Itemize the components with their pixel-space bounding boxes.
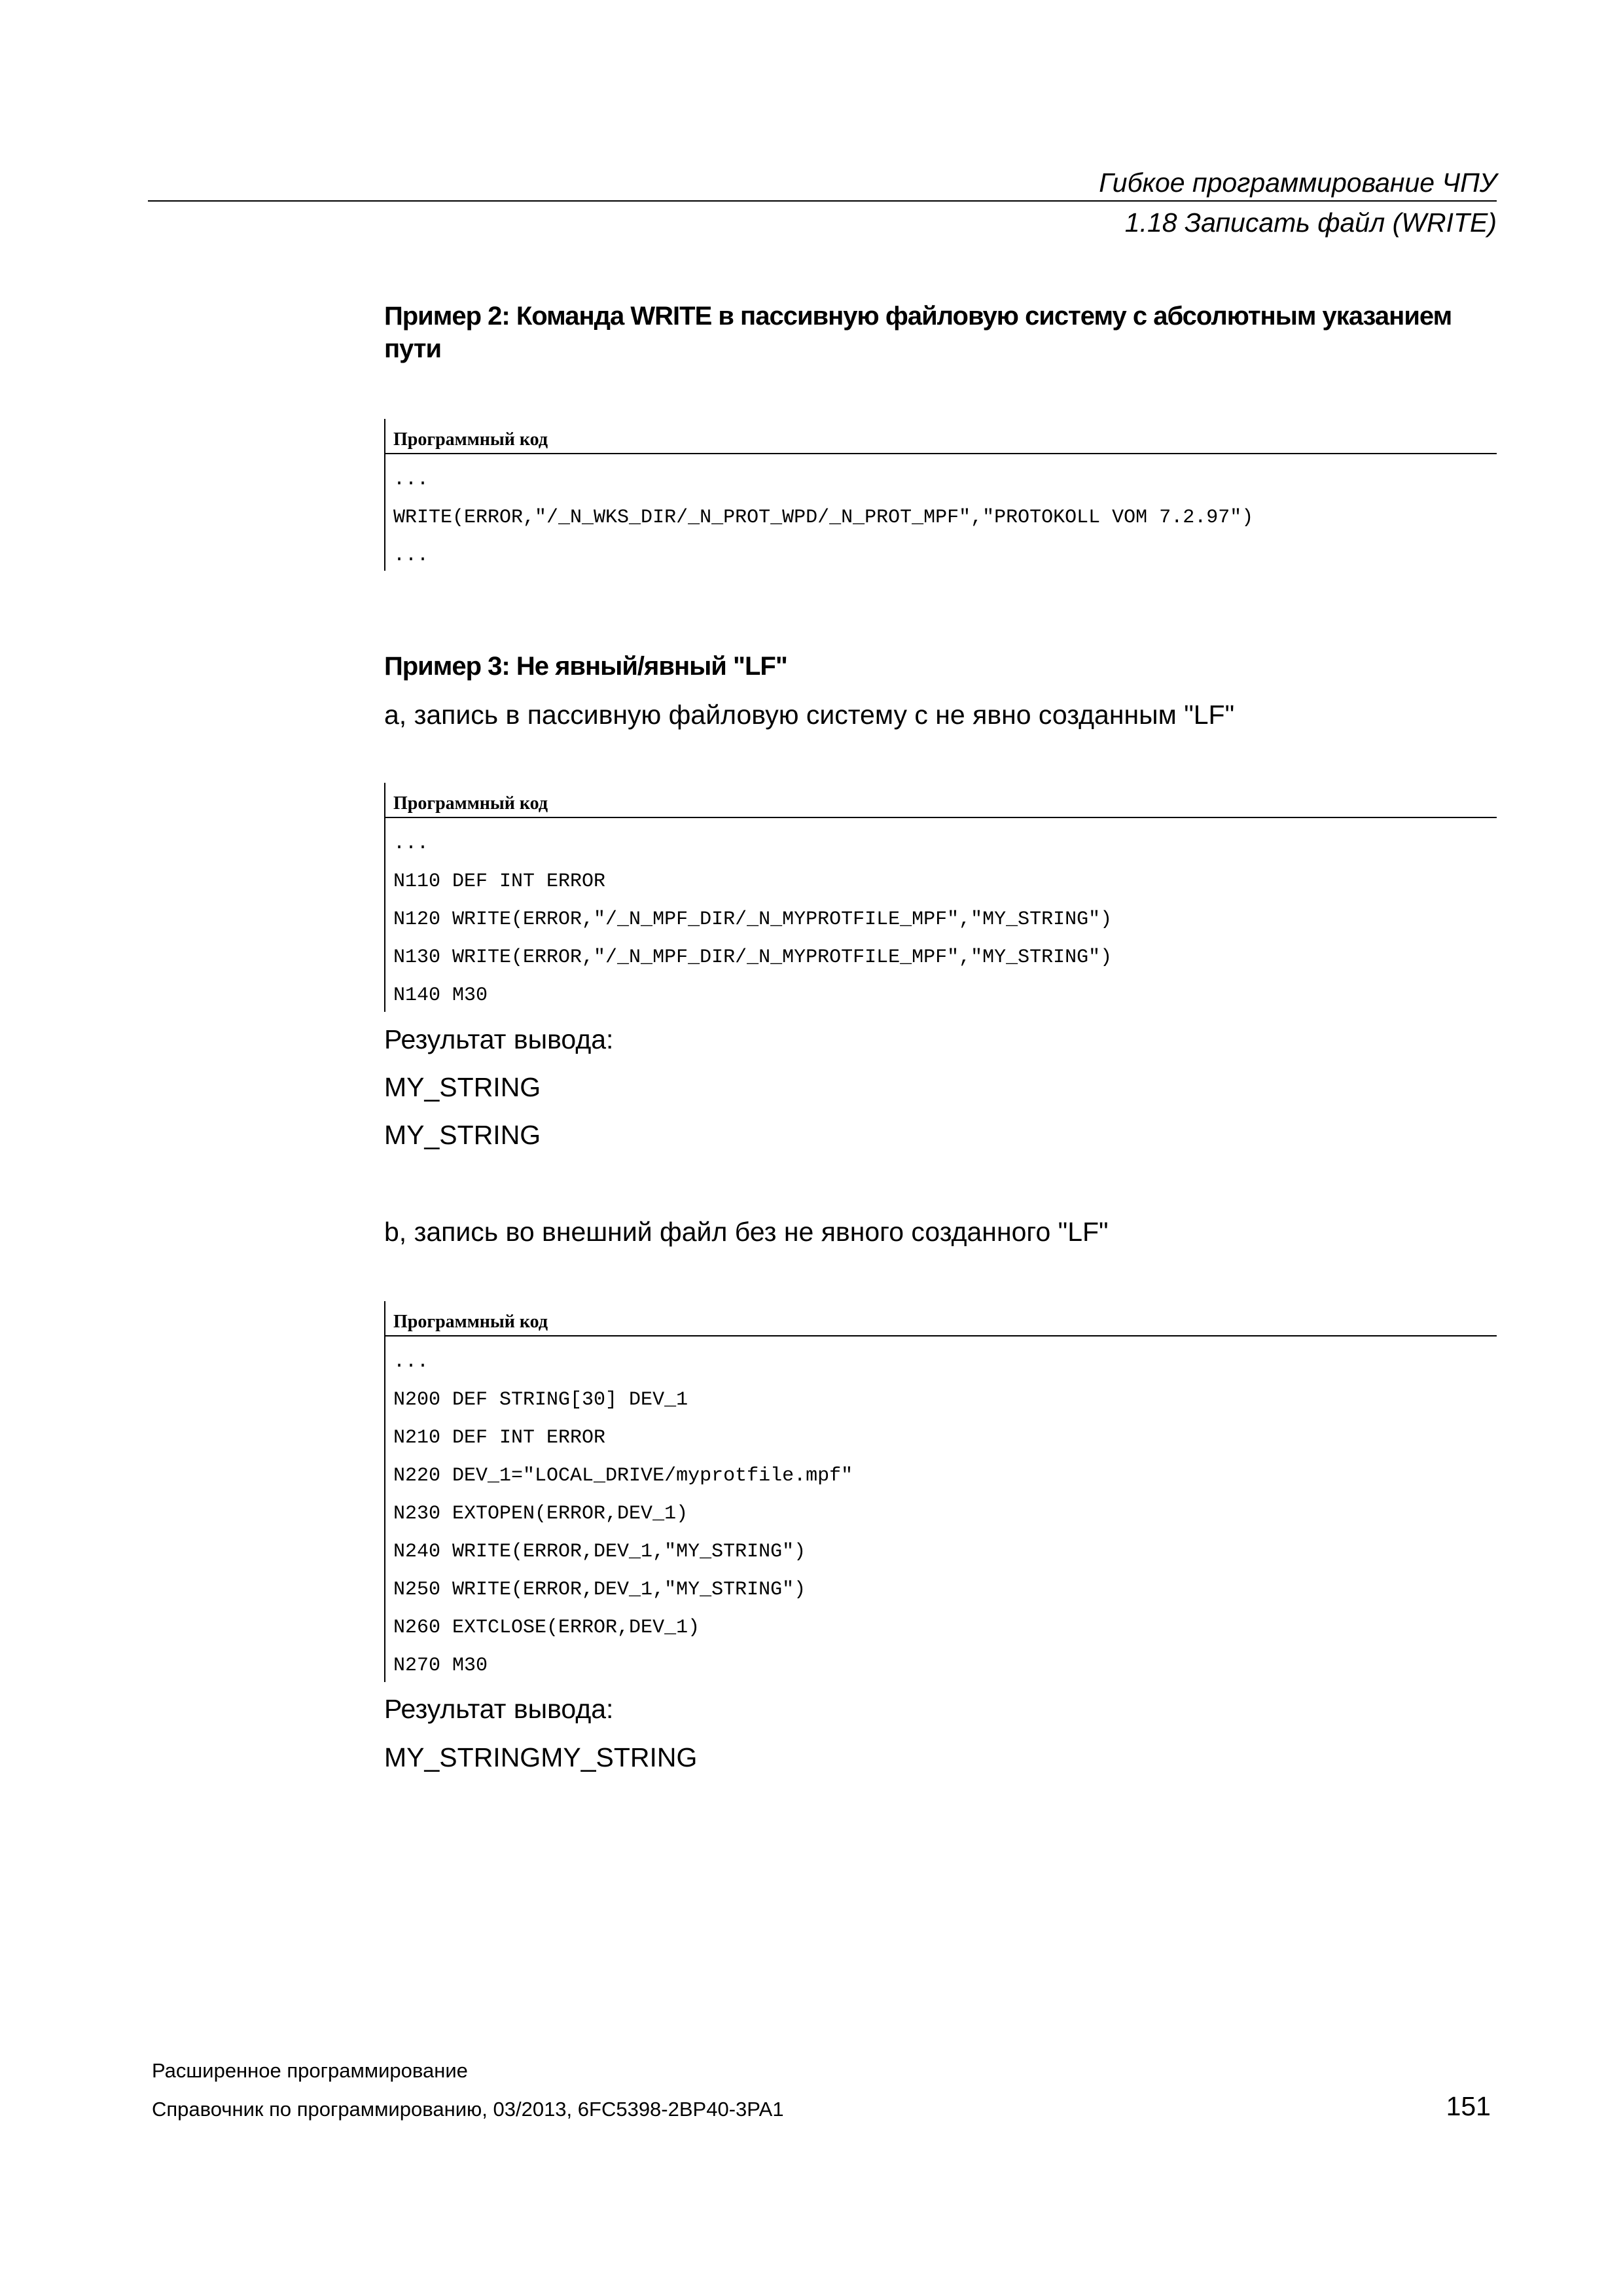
example2-heading: Пример 2: Команда WRITE в пассивную файловую систему с абсолютным указанием пути — [384, 302, 1452, 363]
code-line: N200 DEF STRING[30] DEV_1 — [393, 1389, 688, 1411]
code-line: WRITE(ERROR,"/_N_WKS_DIR/_N_PROT_WPD/_N_PROT_MPF","PROTOKOLL VOM 7.2.97") — [393, 507, 1254, 529]
code-caption-rule — [385, 453, 1497, 454]
code-caption-rule — [385, 817, 1497, 818]
example3b-code-block — [384, 1301, 1497, 1682]
code-caption: Программный код — [393, 1312, 548, 1332]
code-line: ... — [393, 1351, 429, 1373]
example3-heading: Пример 3: Не явный/явный "LF" — [384, 652, 787, 681]
footer-book-title: Расширенное программирование — [152, 2059, 468, 2082]
code-line: ... — [393, 833, 429, 855]
example3b-intro: b, запись во внешний файл без не явного созданного "LF" — [384, 1217, 1109, 1247]
code-caption: Программный код — [393, 793, 548, 814]
code-line: N260 EXTCLOSE(ERROR,DEV_1) — [393, 1617, 700, 1639]
code-line: N240 WRITE(ERROR,DEV_1,"MY_STRING") — [393, 1541, 806, 1563]
code-line: N110 DEF INT ERROR — [393, 870, 606, 893]
code-caption-rule — [385, 1335, 1497, 1336]
code-line: N220 DEV_1="LOCAL_DRIVE/myprotfile.mpf" — [393, 1465, 853, 1487]
code-line: N270 M30 — [393, 1655, 488, 1677]
example3a-code-block — [384, 783, 1497, 1012]
code-line: ... — [393, 545, 429, 567]
code-line: N250 WRITE(ERROR,DEV_1,"MY_STRING") — [393, 1579, 806, 1601]
example3a-result-label: Результат вывода: — [384, 1024, 614, 1054]
code-line: N130 WRITE(ERROR,"/_N_MPF_DIR/_N_MYPROTFILE_MPF","MY_STRING") — [393, 946, 1113, 969]
example3b-result-label: Результат вывода: — [384, 1694, 614, 1724]
example3b-result-line: MY_STRINGMY_STRING — [384, 1742, 698, 1772]
code-line: N140 M30 — [393, 984, 488, 1007]
code-left-bar — [384, 419, 385, 571]
code-line: N120 WRITE(ERROR,"/_N_MPF_DIR/_N_MYPROTFILE_MPF","MY_STRING") — [393, 908, 1113, 931]
code-left-bar — [384, 1301, 385, 1682]
footer-edition: Справочник по программированию, 03/2013, 6FC5398-2BP40-3PA1 — [152, 2098, 784, 2121]
example2-code-block — [384, 419, 1497, 571]
example3a-intro: a, запись в пассивную файловую систему с не явно созданным "LF" — [384, 700, 1235, 730]
running-header-chapter: Гибкое программирование ЧПУ — [1099, 168, 1497, 198]
page-number: 151 — [1446, 2091, 1491, 2121]
code-line: ... — [393, 469, 429, 491]
code-caption: Программный код — [393, 429, 548, 450]
example3a-result-line: MY_STRING — [384, 1072, 541, 1102]
example3a-result-line: MY_STRING — [384, 1120, 541, 1150]
code-line: N230 EXTOPEN(ERROR,DEV_1) — [393, 1503, 688, 1525]
header-rule — [148, 200, 1497, 202]
code-line: N210 DEF INT ERROR — [393, 1427, 606, 1449]
running-header-section: 1.18 Записать файл (WRITE) — [1124, 207, 1497, 238]
